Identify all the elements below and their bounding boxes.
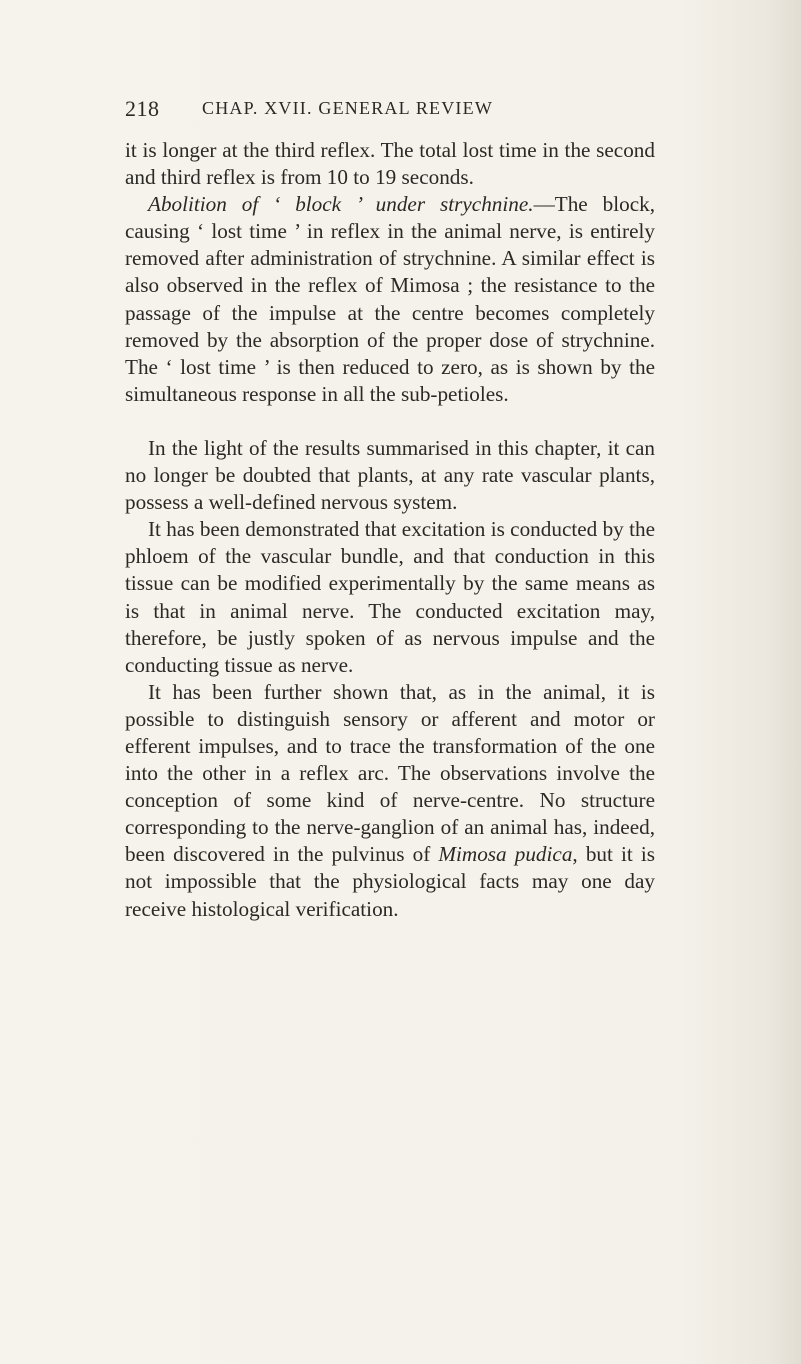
body-text — [125, 137, 655, 923]
paragraph-strychnine — [125, 191, 655, 408]
paragraph-continuation: it is longer at the third reflex. The total lost time in the second and third reflex is from 10 to 19 seconds. — [125, 138, 655, 190]
paragraph-summary: In the light of the results summarised in this chapter, it can no longer be doubted that plants, at any rate vascular plants, possess a well-defined nervous system. — [125, 435, 655, 515]
page-number: 218 — [125, 96, 160, 121]
running-head: CHAP. XVII. GENERAL REVIEW — [202, 98, 494, 118]
paragraph-text: , but it is not impossible that the physiological facts may one day receive histological verification. — [125, 842, 655, 921]
paragraph-text: —The block, causing ‘ lost time ’ in reflex in the animal nerve, is entirely removed after administration of strychnine. A similar effect is also observed in the reflex of Mimosa ; the resistance to the passage of the impulse at the centre becomes completely removed by the absorption of the proper dose of strychnine. The ‘ lost time ’ is then reduced to zero, as is shown by the simultaneous response in all the sub-petioles. — [125, 192, 655, 406]
paragraph-text: It has been further shown that, as in the animal, it is possible to distinguish sensory or afferent and motor or efferent impulses, and to trace the transformation of the one into the other in a reflex arc. The observations involve the conception of some kind of nerve-centre. No structure corresponding to the nerve-ganglion of an animal has, indeed, been discovered in the pulvinus of — [125, 679, 655, 867]
paragraph-conduction: It has been demonstrated that excitation is conducted by the phloem of the vascular bundle, and that conduction in this tissue can be modified experimentally by the same means as is that in animal nerve. The conducted excitation may, therefore, be justly spoken of as nervous impulse and the conducting tissue as nerve. — [125, 517, 655, 677]
section-break — [125, 408, 655, 435]
species-name: Mimosa pudica — [438, 842, 573, 867]
paragraph-reflex-arc — [125, 679, 655, 923]
section-heading: Abolition of ‘ block ’ under strychnine. — [148, 192, 534, 217]
page-header — [125, 96, 665, 126]
